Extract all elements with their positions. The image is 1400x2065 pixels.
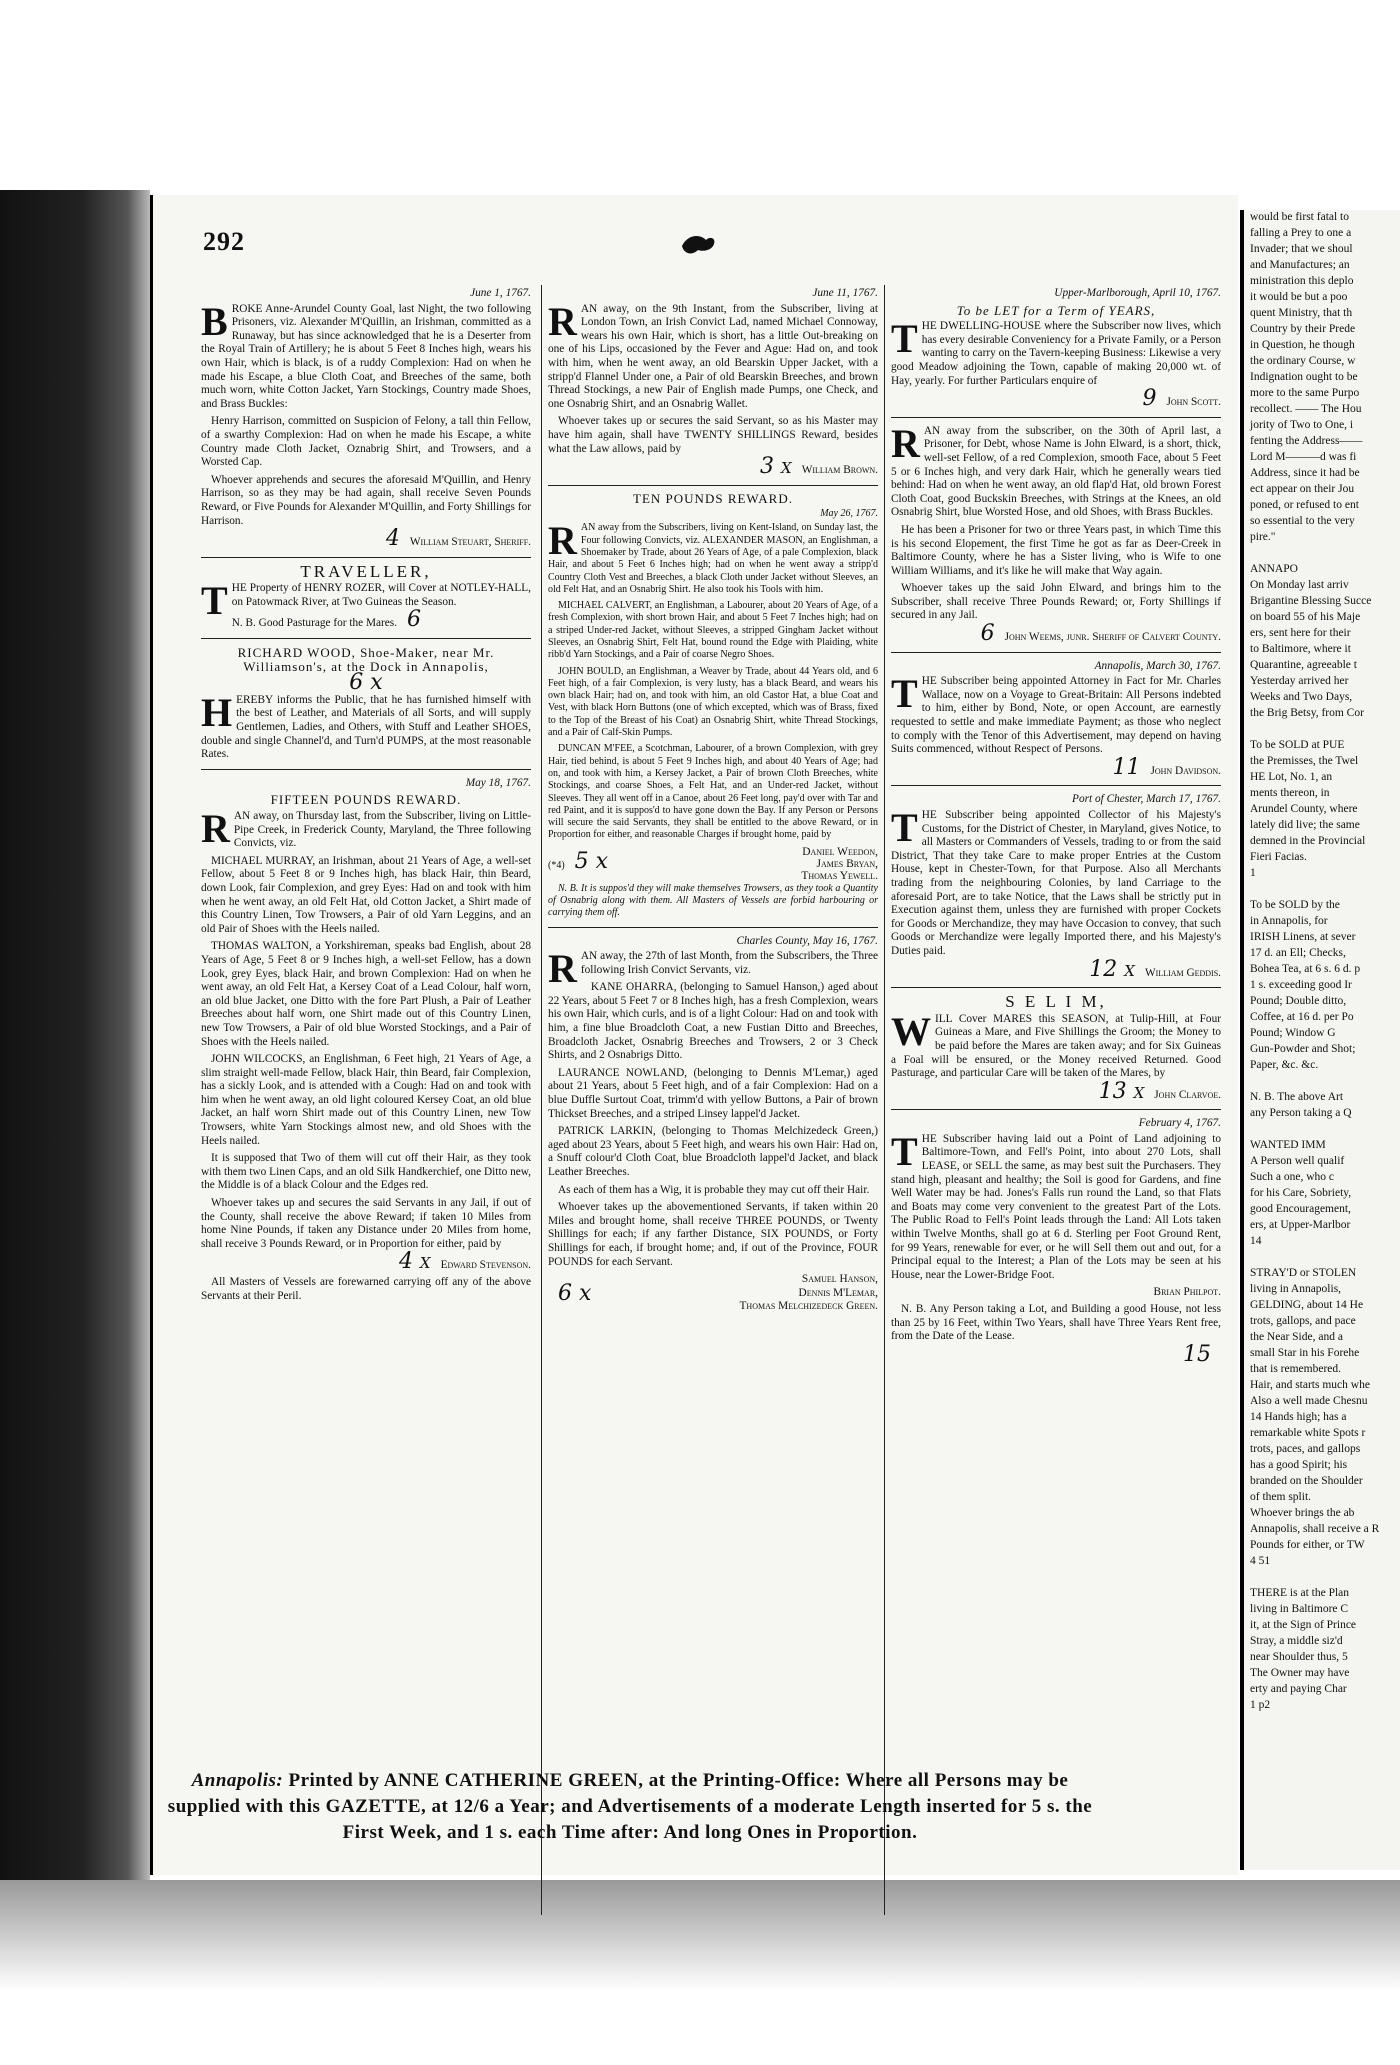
column-rule bbox=[884, 285, 885, 1915]
facing-page-line: ANNAPO bbox=[1250, 563, 1298, 575]
facing-page-line: small Star in his Forehe bbox=[1250, 1347, 1360, 1359]
ad-heading: TRAVELLER, bbox=[300, 561, 432, 581]
facing-page-line: and Manufactures; an bbox=[1250, 259, 1350, 271]
divider bbox=[201, 557, 531, 558]
facing-page-line bbox=[1250, 546, 1400, 560]
facing-page-line bbox=[1250, 1570, 1400, 1584]
facing-page-line: in Annapolis, for bbox=[1250, 915, 1328, 927]
divider bbox=[891, 785, 1221, 786]
facing-page-line: erty and paying Char bbox=[1250, 1683, 1347, 1695]
facing-page-line: ers, at Upper-Marlbor bbox=[1250, 1219, 1351, 1231]
facing-page-line: Lord M———d was fi bbox=[1250, 451, 1357, 463]
ad-text: DUNCAN M'FEE, a Scotchman, Labourer, of a brown Complexion, with grey Hair, tied behind, is about 5 Feet 9 Inches high, and about 40 Years of Age; had on, and took with him, a Kersey Jacket, a Pair of brown Cloth Breeches, white Stockings, and coarse Shoes, a Felt Hat, and an Under-red Jacket, without Sleeves. They all went off in a Canoe, about 26 Feet long, pay'd over with Tar and red Paint, and it is suppos'd to have gone down the Bay. If any Person or Persons will secure the said Servants, they shall be entitled to the above Reward, or in Proportion for either, and reasonable Charges if brought home, paid by bbox=[548, 743, 878, 841]
facing-page-line: N. B. The above Art bbox=[1250, 1091, 1344, 1103]
facing-page-line: Invader; that we shoul bbox=[1250, 243, 1353, 255]
ad-note: N. B. Good Pasturage for the Mares. bbox=[231, 617, 398, 630]
facing-page-line: Annapolis, shall receive a R bbox=[1250, 1523, 1380, 1535]
drop-cap: B bbox=[201, 298, 228, 344]
drop-cap: H bbox=[201, 689, 233, 735]
facing-page-fragment bbox=[1240, 210, 1400, 1870]
ad-text: AN away, on Thursday last, from the Subscriber, living on Little-Pipe Creek, in Frederick County, Maryland, the Three following Convicts, viz. bbox=[233, 810, 531, 850]
ad-signature: John Weems, junr. Sheriff of Calvert County. bbox=[1004, 631, 1221, 644]
facing-page-line: pire." bbox=[1250, 531, 1276, 543]
facing-page-line: Hair, and starts much whe bbox=[1250, 1379, 1370, 1391]
ad-text: He has been a Prisoner for two or three Years past, in which Time this is his second Elopement, the first Time he got as far as Deer-Creek in Baltimore County, where he has a Sister living, who is Wife to one William Williams, and it's like he will make that Way again. bbox=[891, 523, 1221, 577]
facing-page-line: so essential to the very bbox=[1250, 515, 1355, 527]
ad-text: AN away from the subscriber, on the 30th of April last, a Prisoner, for Debt, whose Name is John Elward, is a short, thick, well-set Fellow, of a red Complexion, smooth Face, about 5 Feet 5 or 6 Inches high, and very dark Hair, which he generally wears tied behind: Had on when he went away, an old flap'd Hat, old brown Forest Cloth Coat, good Buckskin Breeches, with Strings at the Knees, an old Osnabrig Shirt, blue Worsted Hose, and old Shoes, with Brass Buckles. bbox=[891, 424, 1221, 519]
facing-page-line bbox=[1250, 1122, 1400, 1136]
advertisement-baltimore-lots bbox=[891, 1117, 1221, 1365]
facing-page-line: trots, paces, and gallops bbox=[1250, 1443, 1361, 1455]
facing-page-line: quent Ministry, that th bbox=[1250, 307, 1353, 319]
facing-page-line: ers, sent here for their bbox=[1250, 627, 1351, 639]
imprint-lead: Annapolis: bbox=[191, 1770, 284, 1791]
drop-cap: T bbox=[201, 578, 228, 624]
divider bbox=[891, 652, 1221, 653]
advertisement-ten-pounds-reward bbox=[548, 490, 878, 920]
facing-page-line: of them split. bbox=[1250, 1491, 1312, 1503]
ad-note: N. B. Any Person taking a Lot, and Building a good House, not less than 25 by 16 Feet, within Two Years, shall have Three Years Rent free, from the Date of the Lease. bbox=[891, 1303, 1221, 1343]
facing-page-line: demned in the Provincial bbox=[1250, 835, 1366, 847]
ad-signature: Thomas Yewell. bbox=[801, 870, 878, 883]
facing-page-line: falling a Prey to one a bbox=[1250, 227, 1352, 239]
facing-page-line: good Encouragement, bbox=[1250, 1203, 1351, 1215]
facing-page-line: has a good Spirit; his bbox=[1250, 1459, 1348, 1471]
ad-text: Whoever takes up the said John Elward, and brings him to the Subscriber, shall receive Three Pounds Reward; or, Forty Shillings if secured in any Jail. bbox=[891, 582, 1221, 622]
facing-page-line: it, at the Sign of Prince bbox=[1250, 1619, 1357, 1631]
facing-page-line: Also a well made Chesnu bbox=[1250, 1395, 1368, 1407]
drop-cap: R bbox=[201, 806, 230, 851]
facing-page-line: Quarantine, agreeable t bbox=[1250, 659, 1357, 671]
facing-page-line: Gun-Powder and Shot; bbox=[1250, 1043, 1356, 1055]
ad-text: LAURANCE NOWLAND, (belonging to Dennis M'Lemar,) aged about 21 Years, about 5 Feet high, and of a fair Complexion: Had on a blue Duffle Surtout Coat, trimm'd with yellow Buttons, a Pair of brown Thickset Breeches, and a striped Linsey lappel'd Jacket. bbox=[548, 1066, 878, 1120]
facing-page-line: 4 51 bbox=[1250, 1555, 1271, 1567]
ad-date: Port of Chester, March 17, 1767. bbox=[1072, 793, 1221, 806]
ad-date: Upper-Marlborough, April 10, 1767. bbox=[1054, 287, 1221, 299]
scan-bottom-shadow bbox=[0, 1880, 1400, 2065]
facing-page-line: 1 p2 bbox=[1250, 1699, 1271, 1711]
ad-signature: William Brown. bbox=[801, 464, 878, 477]
handwritten-number: 11 bbox=[1112, 754, 1141, 780]
imprint-text: Printed by ANNE CATHERINE GREEN, at the Printing-Office: Where all Persons may be supplied with this GAZETTE, at 12/6 a Year; and Advertisements of a moderate Length inserted for 5 s. the First Week, and 1 s. each Time after: And long Ones in Proportion. bbox=[167, 1770, 1093, 1843]
facing-page-line: Country by their Prede bbox=[1250, 323, 1356, 335]
facing-page-line: living in Baltimore C bbox=[1250, 1603, 1349, 1615]
ad-text: EREBY informs the Public, that he has furnished himself with the best of Leather, and Materials of all Sorts, and will supply Gentlemen, Ladies, and Others, with Stuff and Leather SHOES, double and single Channel'd, and Turn'd PUMPS, at the most reasonable Rates. bbox=[201, 693, 531, 761]
facing-page-line: Paper, &c. &c. bbox=[1250, 1059, 1319, 1071]
handwritten-number: 5 x bbox=[574, 849, 609, 875]
ad-heading: S E L I M, bbox=[1005, 992, 1107, 1012]
divider bbox=[891, 417, 1221, 418]
ad-signature: James Bryan, bbox=[816, 858, 878, 871]
ad-text: JOHN BOULD, an Englishman, a Weaver by Trade, about 44 Years old, and 6 Feet high, of a fair Complexion, is very lusty, has a black Beard, and wears his own black Hair; had on, and took with him, an old Castor Hat, a blue Coat and Vest, with black Horn Buttons (one of which excepted, which was of Brass, fixed to the Top of the Breast of his Coat) an Osnabrig Shirt, white Thread Stockings, and a Pair of Calf-Skin Pumps. bbox=[548, 665, 878, 739]
facing-page-line: THERE is at the Plan bbox=[1250, 1587, 1350, 1599]
facing-page-line: more to the same Purpo bbox=[1250, 387, 1360, 399]
facing-page-line: To be SOLD at PUE bbox=[1250, 739, 1345, 751]
facing-page-line: Weeks and Two Days, bbox=[1250, 691, 1353, 703]
ad-text: HE DWELLING-HOUSE where the Subscriber now lives, which has every desirable Conveniency for a Private Family, or a Person wanting to carry on the Tavern-keeping Business: Likewise a very good Meadow adjoining the Town, capable of making 20,000 wt. of Hay, yearly. For further Particulars enquire of bbox=[891, 320, 1221, 387]
ad-text: ILL Cover MARES this SEASON, at Tulip-Hill, at Four Guineas a Mare, and Five Shillings the Groom; the Money to be paid before the Mares are taken away; and for Six Guineas a Foal will be ensured, or the Money received Returned. Good Pasturage, and particular Care will be taken of the Mares, by bbox=[891, 1012, 1221, 1080]
advertisement-traveller bbox=[201, 561, 531, 633]
facing-page-line: to Baltimore, where it bbox=[1250, 643, 1351, 655]
ad-note: N. B. It is suppos'd they will make themselves Trowsers, as they took a Quantity of Osnabrig along with them. All Masters of Vessels are forbid harbouring or carrying them off. bbox=[548, 882, 878, 919]
advertisement-fifteen-pounds-reward bbox=[201, 777, 531, 1303]
book-binding-shadow bbox=[0, 190, 150, 1890]
facing-page-line: ments thereon, in bbox=[1250, 787, 1330, 799]
ad-text: Whoever takes up the abovementioned Servants, if taken within 20 Miles and brought home, shall receive THREE POUNDS, or Twenty Shillings for each; if any farther Distance, SIX POUNDS, or Forty Shillings for each, if brought home; and, if out of the Province, FOUR POUNDS for each Servant. bbox=[548, 1201, 878, 1268]
facing-page-line: Pounds for either, or TW bbox=[1250, 1539, 1365, 1551]
ad-text: All Masters of Vessels are forewarned carrying off any of the above Servants at their Peril. bbox=[201, 1276, 531, 1302]
ad-heading: FIFTEEN POUNDS REWARD. bbox=[270, 792, 462, 808]
facing-page-line: fenting the Address—— bbox=[1250, 435, 1363, 447]
facing-page-line: recollect. —— The Hou bbox=[1250, 403, 1362, 415]
facing-page-line: Fieri Facias. bbox=[1250, 851, 1307, 863]
facing-page-line: 17 d. an Ell; Checks, bbox=[1250, 947, 1346, 959]
ad-text: JOHN WILCOCKS, an Englishman, 6 Feet high, 21 Years of Age, a slim straight well-made Fellow, black Hair, thin Beard, fair Complexion, has a sickly Look, and is attended with a Cough: Had on and took with him when he went away, an old light coloured Kersey Coat, an old blue Jacket, an half worn Shirt made out of this Country Linen, new Tow Trowsers, white Yarn Stockings almost new, and old Shoes with the Heels nailed. bbox=[201, 1053, 531, 1147]
advertisement-charles-county-runaways bbox=[548, 935, 878, 1314]
divider bbox=[548, 927, 878, 928]
facing-page-line: A Person well qualif bbox=[1250, 1155, 1345, 1167]
column-1 bbox=[201, 285, 531, 1307]
facing-page-line bbox=[1250, 722, 1400, 736]
facing-page-line bbox=[1250, 882, 1400, 896]
column-rule bbox=[541, 285, 542, 1915]
ad-date: Annapolis, March 30, 1767. bbox=[1094, 659, 1221, 672]
facing-page-line: in Question, he though bbox=[1250, 339, 1355, 351]
facing-page-line: would be first fatal to bbox=[1250, 211, 1350, 223]
ad-text: PATRICK LARKIN, (belonging to Thomas Melchizedeck Green,) aged about 23 Years, about 5 Feet high, and wears his own Hair: Had on, a Snuff colour'd Cloth Coat, blue Broadcloth lappel'd Jacket, and black Leather Breeches. bbox=[548, 1125, 878, 1179]
drop-cap: R bbox=[891, 420, 920, 466]
ad-text: THOMAS WALTON, a Yorkshireman, speaks bad English, about 28 Years of Age, 5 Feet 8 or 9 Inches high, a well-set Fellow, has a down Look, grey Eyes, black Hair, and brown Complexion: Had on when he went away, an old Felt Hat, a Kersey Coat of a Lead Colour, half worn, an old blue Jacket, one Ditto with the fore Part Plush, a Pair of Leather Breeches about half worn, one Shirt made out of this Country Linen, new Tow Trowsers, a Pair of old blue Worsted Stockings, and a Pair of Shoes with the Heels nailed. bbox=[201, 940, 531, 1048]
ad-text: HE Subscriber being appointed Collector of his Majesty's Customs, for the District of Chester, in Maryland, gives Notice, to all Masters or Commanders of Vessels, trading to or from the said District, That they take Care to make proper Entries at the Custom House, kept in Chester-Town, for that Purpose. Also all Merchants trading from the neighbouring Colonies, by land Carriage to the aforesaid Port, are to take Notice, that the Laws shall be strictly put in Execution against them, unless they are furnished with proper Cockets for Goods or Merchandize, they may have Occasion to convey, that such Goods or Merchandize were legally Imported there, and his Majesty's Duties paid. bbox=[891, 809, 1221, 957]
ad-signature: Daniel Weedon, bbox=[802, 845, 878, 858]
ad-text: As each of them has a Wig, it is probable they may cut off their Hair. bbox=[558, 1183, 870, 1196]
ad-heading: TEN POUNDS REWARD. bbox=[633, 490, 793, 506]
advertisement-prisoners-escape bbox=[201, 287, 531, 550]
ad-date: May 18, 1767. bbox=[465, 776, 531, 789]
drop-cap: W bbox=[891, 1008, 931, 1054]
ad-text: HE Property of HENRY ROZER, will Cover at NOTLEY-HALL, on Patowmack River, at Two Guineas the Season. bbox=[231, 582, 531, 608]
facing-page-line: GELDING, about 14 He bbox=[1250, 1299, 1364, 1311]
facing-page-line: the Premisses, the Twel bbox=[1250, 755, 1359, 767]
facing-page-line: 14 Hands high; has a bbox=[1250, 1411, 1347, 1423]
facing-page-line: living in Annapolis, bbox=[1250, 1283, 1342, 1295]
ad-signature: John Davidson. bbox=[1150, 764, 1221, 777]
divider bbox=[201, 769, 531, 770]
facing-page-line: Stray, a middle siz'd bbox=[1250, 1635, 1343, 1647]
printer-imprint bbox=[160, 1768, 1100, 1846]
facing-page-line: the Brig Betsy, from Cor bbox=[1250, 707, 1364, 719]
ad-text: AN away from the Subscribers, living on Kent-Island, on Sunday last, the Four following Convicts, viz. ALEXANDER MASON, an Englishman, a Shoemaker by Trade, about 26 Years of Age, of a pale Complexion, black Hair, and about 5 Feet 6 Inches high; had on when he went away a stripp'd Country Cloth Vest and Breeches, a black Cloth under Jacket without Sleeves, an old Felt Hat, and an Osnabrig Shirt. He also took his Tools with him. bbox=[548, 522, 878, 595]
ad-text: MICHAEL CALVERT, an Englishman, a Labourer, about 20 Years of Age, of a fresh Complexion, with short brown Hair, and about 5 Feet 7 Inches high; had on a striped Under-red Jacket, without Sleeves, a stripped Gingham Jacket without Sleeves, an Osnabrig Shirt, Felt Hat, bound round the Edge with Plaiding, white ribb'd Yarn Stockings, and a Pair of coarse Negro Shoes. bbox=[548, 600, 878, 661]
ad-signature: Edward Stevenson. bbox=[440, 1259, 531, 1272]
advertisement-dwelling-house bbox=[891, 287, 1221, 410]
facing-page-line: any Person taking a Q bbox=[1250, 1107, 1352, 1119]
facing-page-line: Pound; Window G bbox=[1250, 1027, 1336, 1039]
advertisement-selim bbox=[891, 992, 1221, 1104]
facing-page-line bbox=[1250, 1250, 1400, 1264]
ad-date: Charles County, May 16, 1767. bbox=[736, 934, 878, 947]
handwritten-number: 3 x bbox=[760, 454, 792, 480]
printer-ornament-icon bbox=[678, 232, 718, 258]
facing-page-line: 1 bbox=[1250, 867, 1256, 879]
facing-page-line: Whoever brings the ab bbox=[1250, 1507, 1355, 1519]
facing-page-line: on board 55 of his Maje bbox=[1250, 611, 1361, 623]
facing-page-line: Coffee, at 16 d. per Po bbox=[1250, 1011, 1354, 1023]
ad-date: June 11, 1767. bbox=[812, 287, 878, 299]
facing-page-line: Indignation ought to be bbox=[1250, 371, 1358, 383]
handwritten-number: 6 x bbox=[558, 1280, 592, 1306]
advertisement-shoe-maker bbox=[201, 646, 531, 762]
facing-page-line: trots, gallops, and pace bbox=[1250, 1315, 1356, 1327]
page-number: 292 bbox=[203, 227, 245, 256]
facing-page-line: Brigantine Blessing Succe bbox=[1250, 595, 1372, 607]
facing-page-line: the ordinary Course, w bbox=[1250, 355, 1356, 367]
ad-date: June 1, 1767. bbox=[470, 287, 531, 299]
ad-text: It is supposed that Two of them will cut off their Hair, as they took with them two Linen Caps, and an old Silk Handkerchief, one Ditto new, the Middle is of a black Colour and the Edges red. bbox=[201, 1152, 531, 1192]
ad-text: ROKE Anne-Arundel County Goal, last Night, the two following Prisoners, viz. Alexander M'Quillin, an Irishman, committed as a Runaway, but has since acknowledged that he is a Deserter from the Royal Train of Artillery; he is about 5 Feet 8 Inches high, wears his own Hair, which is black, is of a ruddy Complexion: Had on when he made his Escape, a blue Cloth Coat, and Breeches of the same, both much worn, white Cotton Jacket, Yarn Stockings, Country made Shoes, and Brass Buckles: bbox=[201, 302, 531, 410]
facing-page-line: To be SOLD by the bbox=[1250, 899, 1340, 911]
facing-page-line: ministration this deplo bbox=[1250, 275, 1354, 287]
handwritten-number: 6 bbox=[407, 607, 422, 633]
ad-signature: John Scott. bbox=[1166, 396, 1221, 409]
ad-heading: To be LET for a Term of YEARS, bbox=[956, 302, 1156, 318]
ad-date: May 26, 1767. bbox=[820, 508, 878, 520]
ad-text: AN away, the 27th of last Month, from the Subscribers, the Three following Irish Convict Servants, viz. bbox=[580, 950, 878, 976]
facing-page-line: Yesterday arrived her bbox=[1250, 675, 1349, 687]
facing-page-line: near Shoulder thus, 5 bbox=[1250, 1651, 1348, 1663]
handwritten-number: 4 bbox=[385, 526, 400, 552]
advertisement-customs-collector bbox=[891, 793, 1221, 980]
divider bbox=[891, 987, 1221, 988]
handwritten-number: 13 x bbox=[1098, 1078, 1145, 1104]
facing-page-line: Bohea Tea, at 6 s. 6 d. p bbox=[1250, 963, 1361, 975]
facing-page-line: ect appear on their Jou bbox=[1250, 483, 1355, 495]
facing-page-line bbox=[1250, 1074, 1400, 1088]
facing-page-line: the Near Side, and a bbox=[1250, 1331, 1343, 1343]
column-2 bbox=[548, 285, 878, 1314]
ad-text: HE Subscriber being appointed Attorney in Fact for Mr. Charles Wallace, now on a Voyage to Great-Britain: All Persons indebted to him, either by Bond, Note, or open Account, are earnestly requested to settle and make immediate Payment; as those who neglect to comply with the Tenor of this Advertisement, may depend on having Suits commenced, without Respect of Persons. bbox=[891, 675, 1221, 756]
facing-page-line: it would be but a poo bbox=[1250, 291, 1348, 303]
ad-signature: Brian Philpot. bbox=[1153, 1286, 1221, 1299]
ad-text: KANE OHARRA, (belonging to Samuel Hanson,) aged about 22 Years, about 5 Feet 7 or 8 Inches high, has a fresh Complexion, wears his own Hair, which curls, and is of a light Colour: Had on and took with him, a fine blue Broadcloth Coat, a new Fustian Ditto and Breeches, Broadcloth Jacket, Osnabrig Breeches and Trowsers, 2 or 3 Check Shirts, and 2 Osnabrigs Ditto. bbox=[548, 981, 878, 1062]
handwritten-number: 15 bbox=[1183, 1341, 1211, 1367]
ad-signature: William Geddis. bbox=[1144, 966, 1221, 979]
facing-page-line: WANTED IMM bbox=[1250, 1139, 1326, 1151]
advertisement-runaway-connoway bbox=[548, 287, 878, 478]
handwritten-number: 12 x bbox=[1089, 956, 1135, 982]
advertisement-prisoner-elward bbox=[891, 420, 1221, 647]
divider bbox=[891, 1109, 1221, 1110]
ad-signature: Thomas Melchizedeck Green. bbox=[739, 1300, 878, 1313]
drop-cap: R bbox=[548, 946, 577, 992]
handwritten-number: 6 bbox=[980, 621, 995, 647]
drop-cap: T bbox=[891, 805, 918, 850]
facing-page-line: HE Lot, No. 1, an bbox=[1250, 771, 1333, 783]
facing-page-line: lately did live; the same bbox=[1250, 819, 1360, 831]
facing-page-line: remarkable white Spots r bbox=[1250, 1427, 1366, 1439]
drop-cap: T bbox=[891, 316, 918, 362]
advertisement-attorney-notice bbox=[891, 660, 1221, 779]
facing-page-line: 1 s. exceeding good Ir bbox=[1250, 979, 1352, 991]
ad-signature: Dennis M'Lemar, bbox=[798, 1286, 878, 1299]
drop-cap: T bbox=[891, 671, 918, 717]
facing-page-line: STRAY'D or STOLEN bbox=[1250, 1267, 1357, 1279]
handwritten-number: 9 bbox=[1142, 386, 1157, 412]
drop-cap: R bbox=[548, 518, 577, 564]
facing-page-line: The Owner may have bbox=[1250, 1667, 1350, 1679]
ad-signature: Samuel Hanson, bbox=[801, 1273, 878, 1286]
facing-page-line: for his Care, Sobriety, bbox=[1250, 1187, 1352, 1199]
ad-signature: John Clarvoe. bbox=[1154, 1088, 1221, 1101]
ad-text: MICHAEL MURRAY, an Irishman, about 21 Years of Age, a well-set Fellow, about 5 Feet 8 or 9 Inches high, has black Hair, thin Beard, down Look, fair Complexion, and grey Eyes: Had on and took with him when he went away, an old Felt Hat, old Cotton Jacket, a Shirt made of this Country Linen, Tow Trowsers, a Pair of old Yarn Leggins, and an old Pair of Shoes with the Heels nailed. bbox=[201, 854, 531, 935]
facing-page-line: poned, or refused to ent bbox=[1250, 499, 1359, 511]
facing-page-line: Pound; Double ditto, bbox=[1250, 995, 1347, 1007]
handwritten-mark: (*4) bbox=[548, 860, 565, 872]
ad-text: AN away, on the 9th Instant, from the Subscriber, living at London Town, an Irish Convict Lad, named Michael Connoway, wears his own Hair, which is short, has a little Out-breaking on one of his Lips, occasioned by the Fever and Ague: Had on, and took with him, when he went away, an old Bearskin Upper Jacket, with a stripp'd Flannel Under one, a Pair of old Bearskin Breeches, and brown Thread Stockings, a new Pair of English made Pumps, one Check, and one Osnabrig Shirt, and an Osnabrig Wallet. bbox=[548, 302, 878, 410]
facing-page-line: jority of Two to One, i bbox=[1250, 419, 1354, 431]
ad-date: February 4, 1767. bbox=[1138, 1117, 1221, 1130]
facing-page-line: Arundel County, where bbox=[1250, 803, 1358, 815]
divider bbox=[548, 485, 878, 486]
facing-page-line: On Monday last arriv bbox=[1250, 579, 1349, 591]
ad-heading: RICHARD WOOD, Shoe-Maker, near Mr. Williamson's, at the Dock in Annapolis, bbox=[237, 645, 495, 674]
ad-text: Whoever takes up and secures the said Servants in any Jail, if out of the County, shall receive the above Reward; if taken 10 Miles from home Nine Pounds, if taken any Distance under 20 Miles from home, shall receive 3 Pounds Reward, or in Proportion for either, paid by bbox=[201, 1197, 531, 1250]
facing-page-line: Address, since it had be bbox=[1250, 467, 1360, 479]
handwritten-number: 6 x bbox=[349, 670, 383, 696]
handwritten-number: 4 x bbox=[398, 1249, 431, 1275]
ad-text: Henry Harrison, committed on Suspicion of Felony, a tall thin Fellow, of a swarthy Complexion: Had on when he made his Escape, a white Country made Cloth Jacket, Oznabrig Shirt, and Trowsers, and a Worsted Cap. bbox=[201, 415, 531, 469]
facing-page-line: Such a one, who c bbox=[1250, 1171, 1334, 1183]
facing-page-line: branded on the Shoulder bbox=[1250, 1475, 1363, 1487]
newspaper-page bbox=[150, 195, 1238, 1875]
facing-page-line: that is remembered. bbox=[1250, 1363, 1342, 1375]
drop-cap: R bbox=[548, 298, 577, 344]
ad-signature: William Steuart, Sheriff. bbox=[409, 536, 531, 549]
divider bbox=[201, 638, 531, 639]
ad-text: Whoever apprehends and secures the aforesaid M'Quillin, and Henry Harrison, so as they may be had again, shall receive Seven Pounds Reward, or Five Pounds for Alexander M'Quillin, and Forty Shillings for Harrison. bbox=[201, 473, 531, 527]
ad-text: Whoever takes up or secures the said Servant, so as his Master may have him again, shall have TWENTY SHILLINGS Reward, besides what the Law allows, paid by bbox=[548, 415, 878, 455]
drop-cap: T bbox=[891, 1128, 918, 1174]
facing-page-line: IRISH Linens, at sever bbox=[1250, 931, 1356, 943]
column-3 bbox=[891, 285, 1221, 1365]
ad-text: HE Subscriber having laid out a Point of Land adjoining to Baltimore-Town, and Fell's Point, into about 270 Lots, shall LEASE, or SELL the same, as may best suit the Purchasers. They stand high, pleasant and healthy; the Soil is good for Gardens, and fine Well Water may be had. Jones's Falls run round the Land, so that Flats and Boats may come very convenient to the greatest Part of the Lots. The Public Road to Fell's Point leads through the Land: All Lots taken within Twelve Months, shall go at 6 d. Sterling per Foot Ground Rent, for 99 Years, renewable for ever, or he will Sell them out and out, for a Principal equal to the Interest; a Plan of the Lots may be seen at his House, near the Lower-Bridge Foot. bbox=[891, 1132, 1221, 1281]
facing-page-line: 14 bbox=[1250, 1235, 1262, 1247]
